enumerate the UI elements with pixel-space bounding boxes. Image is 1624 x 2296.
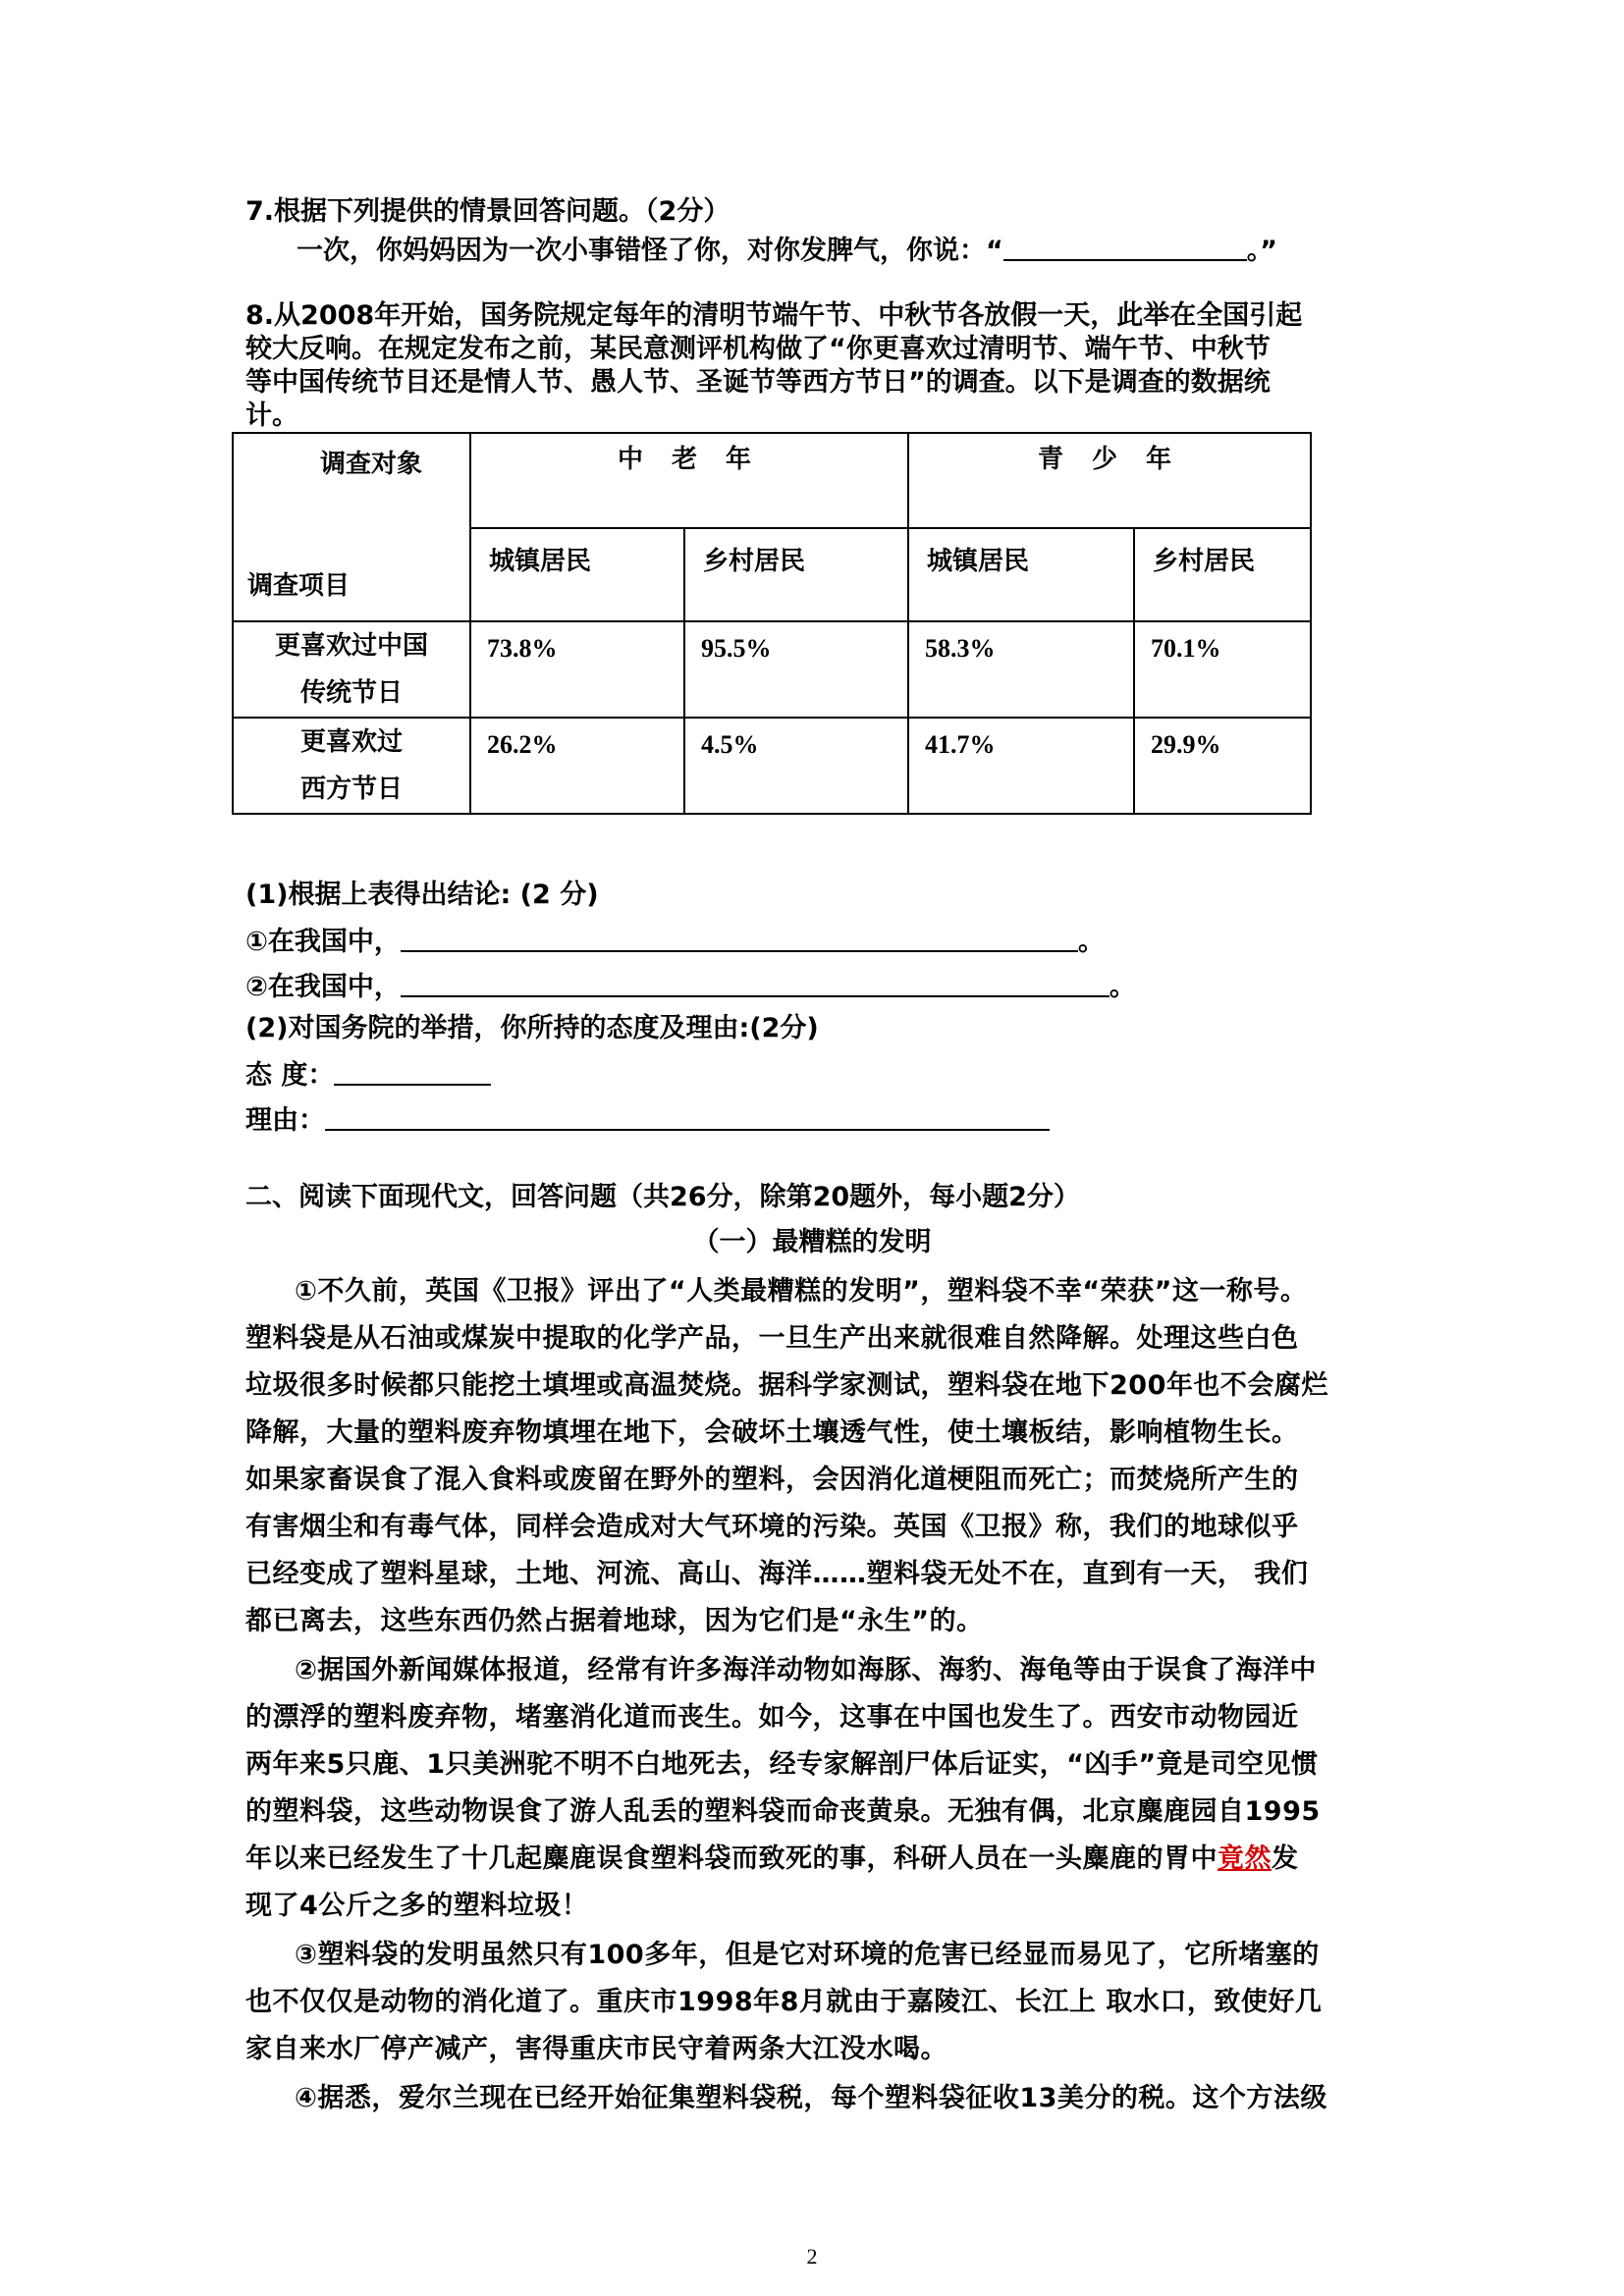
paragraph-line: 两年来5只鹿、1只美洲驼不明不白地死去，经专家解剖尸体后证实，“凶手”竟是司空见惯 — [245, 1749, 1319, 1780]
paragraph-line — [245, 1842, 1299, 1877]
conclusion-1 — [245, 923, 1105, 960]
survey-table — [232, 432, 1312, 815]
row-label-line: 更喜欢过 — [299, 727, 403, 757]
q7-answer-blank[interactable] — [1003, 232, 1247, 261]
paragraph-line: 如果家畜误食了混入食料或废留在野外的塑料，会因消化道梗阻而死亡；而焚烧所产生的 — [245, 1465, 1299, 1495]
paragraph-line: 现了4公斤之多的塑料垃圾！ — [245, 1891, 589, 1921]
attitude-label: 态 度： — [245, 1060, 335, 1091]
paragraph-line: 家自来水厂停产减产，害得重庆市民守着两条大江没水喝。 — [245, 2034, 947, 2064]
paragraph-line: 已经变成了塑料星球，土地、河流、高山、海洋……塑料袋无处不在，直到有一天， 我们 — [245, 1559, 1309, 1589]
corner-top-label: 调查对象 — [320, 450, 423, 479]
table-cell: 26.2% — [470, 718, 684, 814]
conclusion-2-blank[interactable] — [401, 968, 1110, 997]
table-cell: 70.1% — [1134, 621, 1311, 718]
paragraph-line: 的漂浮的塑料废弃物，堵塞消化道而丧生。如今，这事在中国也发生了。西安市动物园近 — [245, 1702, 1299, 1733]
corner-bottom-label: 调查项目 — [247, 571, 351, 601]
row-label — [233, 621, 470, 718]
paragraph-line: 都已离去，这些东西仍然占据着地球，因为它们是“永生”的。 — [245, 1606, 984, 1636]
q7-title: 7.根据下列提供的情景回答问题。（2分） — [245, 196, 731, 227]
group-header-youth: 青 少 年 — [908, 433, 1311, 528]
subheader-cell: 城镇居民 — [470, 528, 684, 621]
q8-sub2: (2)对国务院的举措，你所持的态度及理由:(2分) — [245, 1013, 819, 1043]
paragraph-line: ①不久前，英国《卫报》评出了“人类最糟糕的发明”，塑料袋不幸“荣获”这一称号。 — [295, 1276, 1308, 1307]
paragraph-line: 塑料袋是从石油或煤炭中提取的化学产品，一旦生产出来就很难自然降解。处理这些白色 — [245, 1323, 1299, 1354]
paragraph-line: 降解，大量的塑料废弃物填埋在地下，会破坏土壤透气性，使土壤板结，影响植物生长。 — [245, 1417, 1299, 1448]
paragraph-line: ②据国外新闻媒体报道，经常有许多海洋动物如海豚、海豹、海龟等由于误食了海洋中 — [295, 1655, 1317, 1685]
q7-scene — [297, 232, 1277, 269]
conclusion-2 — [245, 968, 1136, 1005]
subheader-cell: 城镇居民 — [908, 528, 1134, 621]
paragraph-text: 年以来已经发生了十几起麋鹿误食塑料袋而致死的事，科研人员在一头麋鹿的胃中 — [245, 1843, 1218, 1874]
reason-blank[interactable] — [325, 1101, 1050, 1131]
row-label-line: 西方节日 — [299, 774, 403, 804]
subheader-cell: 乡村居民 — [1134, 528, 1311, 621]
attitude-blank[interactable] — [334, 1056, 491, 1086]
paragraph-text: 发 — [1272, 1843, 1299, 1874]
subheader-cell: 乡村居民 — [684, 528, 908, 621]
q8-intro-line: 计。 — [245, 400, 298, 431]
q8-intro-line: 等中国传统节目还是情人节、愚人节、圣诞节等西方节日”的调查。以下是调查的数据统 — [245, 367, 1271, 398]
article-title: （一）最糟糕的发明 — [692, 1227, 932, 1257]
row-label-line: 传统节日 — [299, 678, 403, 708]
table-cell: 4.5% — [684, 718, 908, 814]
table-cell: 41.7% — [908, 718, 1134, 814]
table-row — [233, 718, 1311, 814]
q7-scene-prefix: 一次，你妈妈因为一次小事错怪了你，对你发脾气，你说：“ — [297, 236, 1003, 266]
paragraph-line: ③塑料袋的发明虽然只有100多年，但是它对环境的危害已经显而易见了，它所堵塞的 — [295, 1940, 1320, 1970]
section-heading: 二、阅读下面现代文，回答问题（共26分，除第20题外，每小题2分） — [245, 1182, 1080, 1212]
table-row — [233, 621, 1311, 718]
table-cell: 29.9% — [1134, 718, 1311, 814]
row-label-line: 更喜欢过中国 — [274, 631, 428, 661]
row-label — [233, 718, 470, 814]
reason-label: 理由： — [245, 1105, 325, 1136]
table-cell: 95.5% — [684, 621, 908, 718]
reason-line — [245, 1101, 1050, 1139]
q8-intro-line: 8.从2008年开始，国务院规定每年的清明节端午节、中秋节各放假一天，此举在全国引起 — [245, 300, 1303, 331]
q7-scene-suffix: 。” — [1246, 236, 1277, 266]
q8-sub1: (1)根据上表得出结论: (2 分) — [245, 880, 599, 910]
highlighted-word: 竟然 — [1218, 1843, 1272, 1874]
conclusion-1-suffix: 。 — [1077, 927, 1105, 957]
conclusion-1-blank[interactable] — [401, 923, 1078, 952]
paragraph-line: 垃圾很多时候都只能挖土填埋或高温焚烧。据科学家测试，塑料袋在地下200年也不会腐烂 — [245, 1370, 1328, 1401]
paragraph-line: 的塑料袋，这些动物误食了游人乱丢的塑料袋而命丧黄泉。无独有偶，北京麋鹿园自1995 — [245, 1796, 1321, 1827]
table-cell: 73.8% — [470, 621, 684, 718]
paragraph-line: ④据悉，爱尔兰现在已经开始征集塑料袋税，每个塑料袋征收13美分的税。这个方法级 — [295, 2083, 1327, 2113]
group-header-middle-aged: 中 老 年 — [470, 433, 908, 528]
conclusion-2-prefix: ②在我国中， — [245, 972, 401, 1002]
table-corner-cell — [233, 433, 470, 621]
page-number: 2 — [806, 2244, 818, 2269]
paragraph-line: 也不仅仅是动物的消化道了。重庆市1998年8月就由于嘉陵江、长江上 取水口，致使好几 — [245, 1987, 1323, 2017]
table-cell: 58.3% — [908, 621, 1134, 718]
conclusion-1-prefix: ①在我国中， — [245, 927, 401, 957]
paragraph-line: 有害烟尘和有毒气体，同样会造成对大气环境的污染。英国《卫报》称，我们的地球似乎 — [245, 1512, 1299, 1542]
conclusion-2-suffix: 。 — [1109, 972, 1136, 1002]
q8-intro-line: 较大反响。在规定发布之前，某民意测评机构做了“你更喜欢过清明节、端午节、中秋节 — [245, 334, 1271, 364]
attitude-line — [245, 1056, 491, 1094]
